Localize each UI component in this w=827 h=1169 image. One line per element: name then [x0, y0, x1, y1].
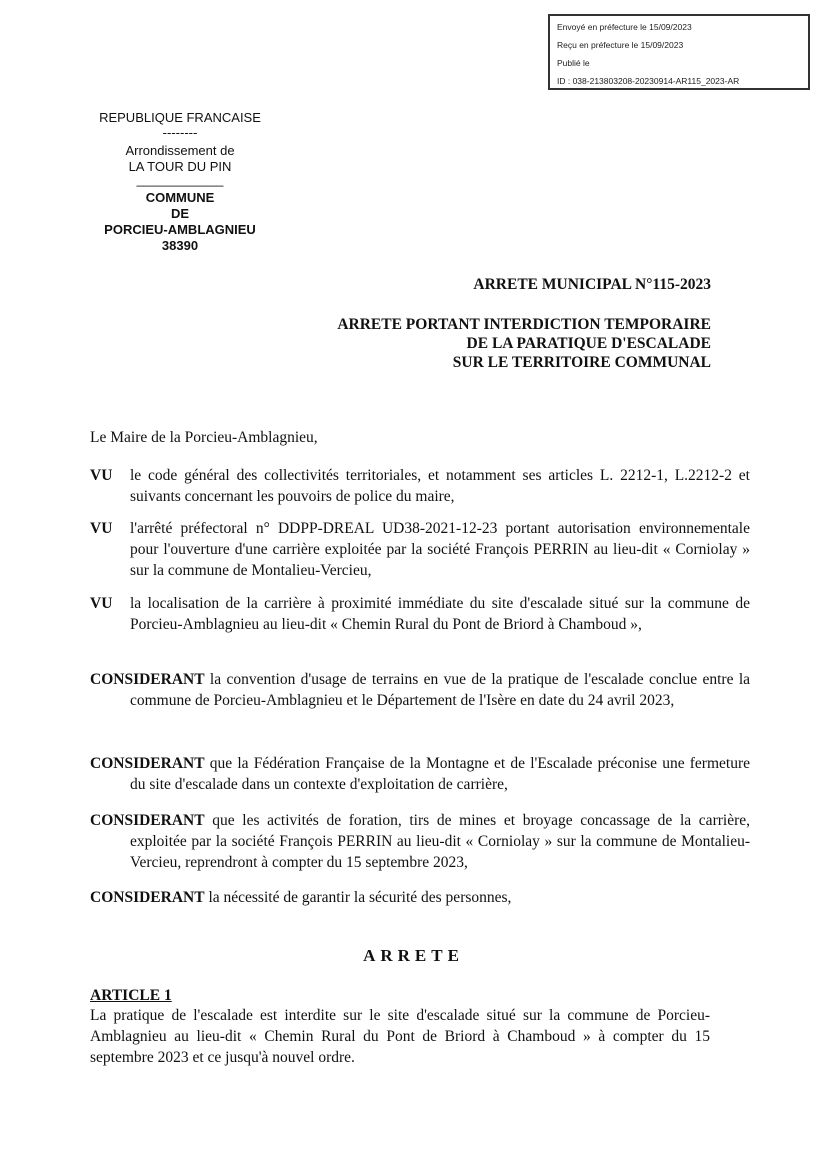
commune-de: DE	[170, 206, 190, 221]
separator: ____________	[136, 172, 224, 187]
clause-label: CONSIDERANT	[90, 812, 205, 829]
clause	[90, 593, 750, 635]
arrondissement: Arrondissement de	[125, 143, 235, 158]
clause-text: que les activités de foration, tirs de mines et broyage concassage de la carrière, exploitée par la société François PERRIN au lieu-dit « Corniolay » sur la commune de Montalieu-Vercieu, reprendront à compter du 15 septembre 2023,	[130, 812, 750, 871]
article-1-heading: ARTICLE 1	[90, 987, 172, 1004]
clause-label: VU	[90, 595, 113, 612]
clause	[90, 810, 750, 873]
clause	[90, 465, 750, 507]
clause-text: l'arrêté préfectoral n° DDPP-DREAL UD38-2021-12-23 portant autorisation environnementale pour l'ouverture d'une carrière exploitée par la société François PERRIN au lieu-dit « Corniolay » sur la commune de Montalieu-Vercieu,	[130, 520, 750, 579]
clause-label: CONSIDERANT	[90, 755, 205, 772]
clause-text: la convention d'usage de terrains en vue de la pratique de l'escalade conclue entre la commune de Porcieu-Amblagnieu et le Département de l'Isère en date du 24 avril 2023,	[130, 671, 751, 709]
decree-number: ARRETE MUNICIPAL N°115-2023	[473, 276, 711, 293]
clause	[90, 887, 750, 908]
clause-label: CONSIDERANT	[90, 671, 205, 688]
clause	[90, 518, 750, 581]
commune: COMMUNE	[145, 190, 215, 205]
clause-text: la nécessité de garantir la sécurité des personnes,	[208, 889, 512, 906]
intro: Le Maire de la Porcieu-Amblagnieu,	[90, 429, 318, 446]
commune-name: PORCIEU-AMBLAGNIEU	[104, 222, 256, 237]
separator: --------	[162, 125, 198, 140]
stamp-id: ID : 038-213803208-20230914-AR115_2023-AR	[557, 76, 740, 86]
clause	[90, 753, 750, 795]
article-1-text: La pratique de l'escalade est interdite sur le site d'escalade situé sur la commune de Porcieu-Amblagnieu au lieu-dit « Chemin Rural du Pont de Briord à Chamboud » à compter du 15 septembre 2023 et ce jusqu'à nouvel ordre.	[90, 1007, 710, 1066]
decree-title	[337, 315, 711, 372]
title-line: DE LA PARATIQUE D'ESCALADE	[466, 335, 711, 352]
arrondissement-name: LA TOUR DU PIN	[128, 159, 232, 174]
prefecture-stamp	[548, 14, 810, 90]
clause-text: que la Fédération Française de la Montagne et de l'Escalade préconise une fermeture du site d'escalade dans un contexte d'exploitation de carrière,	[130, 755, 750, 793]
republic: REPUBLIQUE FRANCAISE	[99, 110, 261, 125]
stamp-received: Reçu en préfecture le 15/09/2023	[557, 40, 684, 50]
postal-code: 38390	[161, 238, 199, 253]
clause-text: le code général des collectivités territoriales, et notamment ses articles L. 2212-1, L.2212-2 et suivants concernant les pouvoirs de police du maire,	[130, 467, 750, 505]
clause-text: la localisation de la carrière à proximité immédiate du site d'escalade situé sur la commune de Porcieu-Amblagnieu au lieu-dit « Chemin Rural du Pont de Briord à Chamboud »,	[130, 595, 750, 633]
title-line: SUR LE TERRITOIRE COMMUNAL	[452, 354, 711, 371]
stamp-published: Publié le	[557, 58, 590, 68]
clause-label: CONSIDERANT	[90, 889, 205, 906]
arrete-heading: ARRETE	[363, 946, 464, 965]
clause-label: VU	[90, 520, 113, 537]
title-line: ARRETE PORTANT INTERDICTION TEMPORAIRE	[337, 316, 711, 333]
clause-label: VU	[90, 467, 113, 484]
clause	[90, 669, 750, 711]
stamp-sent: Envoyé en préfecture le 15/09/2023	[557, 22, 692, 32]
